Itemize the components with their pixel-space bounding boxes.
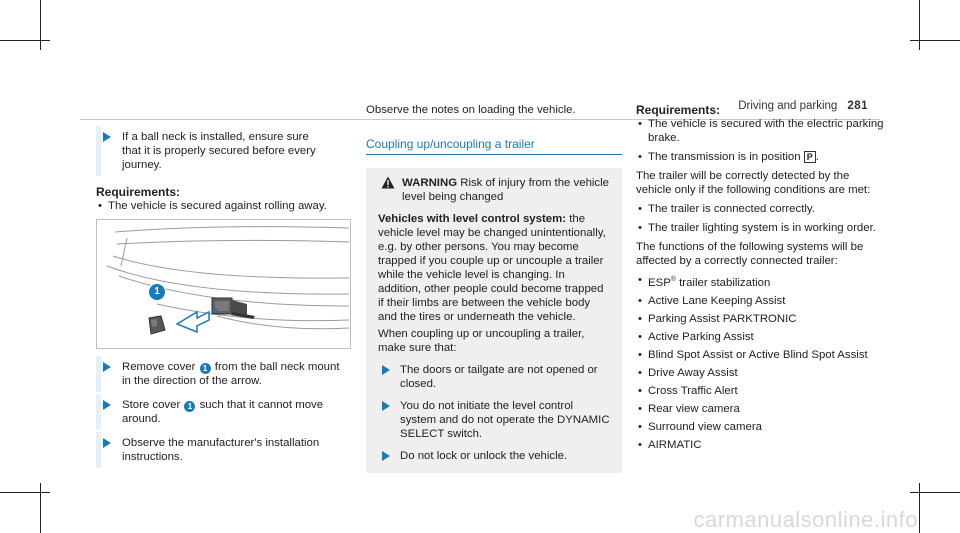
step-text-post: such that it cannot move around. [122,399,324,425]
ball-neck-figure [96,219,351,349]
system-item: • Parking Assist PARKTRONIC [636,312,886,326]
transmission-p-icon: P [804,151,816,163]
system-item: • Active Parking Assist [636,330,886,344]
system-item: • Cross Traffic Alert [636,384,886,398]
system-item: • Drive Away Assist [636,366,886,380]
system-item: • AIRMATIC [636,438,886,452]
warning-body [378,212,610,324]
requirement-item: • The transmission is in position P . [636,150,886,164]
registered-mark: ® [670,276,676,283]
requirements-heading: Requirements: [636,103,721,117]
requirement-item: • The vehicle is secured with the electric parking brake. [636,117,886,145]
warning-subheading: Vehicles with level control system: [378,213,567,225]
system-item: • Blind Spot Assist or Active Blind Spot Assist [636,348,886,362]
right-column [636,103,886,452]
esp-label: ESP [648,276,671,289]
step-arrow-icon [382,451,390,461]
step-arrow-icon [103,132,111,142]
detect-text: The trailer will be correctly detected by the vehicle only if the following conditions are met: [636,170,871,196]
intro-step-text: If a ball neck is installed, ensure sure that it is properly secured before every journey. [122,131,316,171]
figure-callout-1: 1 [148,283,166,301]
warning-step [378,363,610,391]
warning-step [378,399,610,441]
system-item: • Active Lane Keeping Assist [636,294,886,308]
step-text-pre: Store cover [122,399,181,411]
system-item: • Rear view camera [636,402,886,416]
requirement-text: The transmission is in position [648,151,801,163]
requirements-block [96,185,351,213]
warning-para: When coupling up or uncoupling a trailer, make sure that: [378,328,585,354]
warning-step-text: You do not initiate the level control system and do not operate the DYNAMIC SELECT switch. [400,400,610,440]
system-item-esp [636,273,886,290]
step-arrow-icon [382,365,390,375]
step-arrow-icon [103,400,111,410]
step-arrow-icon [103,362,111,372]
bumper-illustration [97,220,350,348]
warning-step-text: The doors or tailgate are not opened or closed. [400,364,598,390]
requirements-heading: Requirements: [96,185,181,199]
header-section-title: Driving and parking [738,100,838,112]
warning-triangle-icon [381,176,395,189]
warning-subtext: the vehicle level may be changed unintentionally, e.g. by other persons. You may become trapped if you couple up or uncouple a trailer while the vehicle level is changing. In addition, other people could become trapped if their limbs are between the vehicle body and the tires or underneath the vehicle. [378,213,606,323]
left-steps [96,360,351,464]
step-text-post: from the ball neck mount in the direction of the arrow. [122,361,340,387]
warning-text: Risk of injury from the vehicle level being changed [402,177,609,203]
step-remove-cover [96,360,351,388]
warning-header [378,176,610,204]
callout-1-icon: 1 [200,363,211,374]
section-title-coupling: Coupling up/uncoupling a trailer [366,137,535,151]
condition-item: • The trailer is connected correctly. [636,202,886,216]
system-item: • Surround view camera [636,420,886,434]
warning-step-text: Do not lock or unlock the vehicle. [400,450,568,462]
condition-item: • The trailer lighting system is in working order. [636,221,886,235]
step-text-pre: Remove cover [122,361,196,373]
callout-1-icon: 1 [184,401,195,412]
esp-rest: trailer stabilization [679,276,771,289]
section-rule [366,154,622,155]
step-arrow-icon [103,438,111,448]
step-text: Observe the manufacturer's installation instructions. [122,437,320,463]
page-number: 281 [847,100,868,112]
warning-label: WARNING [402,177,458,189]
warning-step [378,449,610,463]
step-store-cover [96,398,351,426]
observe-notes: Observe the notes on loading the vehicle. [366,104,576,116]
intro-step [96,130,351,172]
warning-box [366,168,622,473]
step-arrow-icon [382,401,390,411]
functions-text: The functions of the following systems will be affected by a correctly connected trailer: [636,241,864,267]
middle-column [366,103,622,473]
step-observe-manufacturer [96,436,351,464]
watermark: carmanualsonline.info [693,507,918,532]
requirement-item: • The vehicle is secured against rolling away. [96,199,351,213]
